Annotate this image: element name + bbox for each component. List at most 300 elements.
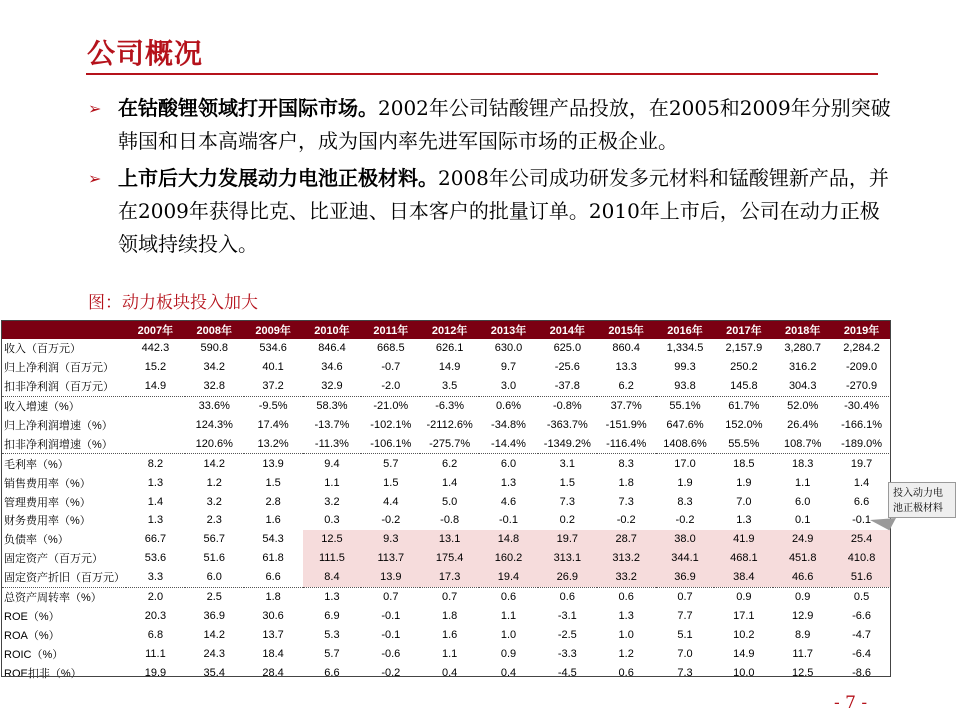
table-cell: 15.2 (144, 361, 167, 374)
table-cell: 13.9 (361, 568, 420, 587)
table-cell: 0.9 (500, 647, 517, 660)
table-cell: 344.1 (656, 549, 715, 568)
table-cell: -0.2 (675, 514, 695, 527)
table-row (2, 644, 891, 663)
table-cell: 0.6% (495, 400, 522, 413)
table-cell: -2.5 (557, 628, 577, 641)
table-cell: 14.2 (203, 628, 225, 641)
table-cell: 250.2 (730, 361, 758, 374)
table-cell: 1.4 (853, 476, 870, 489)
table-cell: 12.9 (791, 609, 814, 622)
table-cell: 37.7% (610, 400, 642, 413)
table-cell: 6.0 (500, 457, 517, 470)
table-cell: 12.5 (303, 530, 362, 549)
year-header-cell: 2012年 (420, 320, 479, 339)
table-cell: 1.1 (500, 609, 517, 622)
table-row (2, 434, 891, 453)
table-cell: 9.3 (361, 530, 420, 549)
table-cell: 6.2 (441, 457, 458, 470)
table-cell: 6.6 (324, 666, 340, 679)
table-cell: 1.5 (559, 476, 575, 489)
table-cell (126, 416, 185, 435)
arrow-bullet-icon: ➢ (88, 99, 102, 118)
table-row (2, 492, 891, 511)
table-cell: 2,284.2 (843, 342, 880, 355)
table-cell: 38.0 (656, 530, 715, 549)
table-cell: 410.8 (832, 549, 891, 568)
table-cell: 25.4 (832, 530, 891, 549)
table-cell: 17.0 (674, 457, 696, 470)
arrow-bullet-icon: ➢ (88, 169, 102, 188)
table-cell: 11.1 (145, 647, 166, 660)
table-cell: 11.7 (792, 647, 813, 660)
table-cell: 34.6 (321, 361, 343, 374)
table-cell: -34.8% (491, 419, 526, 431)
table-cell: 0.4 (500, 666, 517, 679)
table-cell: -37.8 (538, 377, 597, 396)
table-cell: -270.9 (832, 377, 891, 396)
table-cell: 590.8 (200, 342, 229, 355)
table-cell: -102.1% (370, 419, 412, 431)
table-cell: -151.9% (605, 419, 647, 431)
table-cell: 93.8 (656, 377, 715, 396)
table-cell: 0.6 (618, 666, 634, 679)
table-cell: 304.3 (773, 377, 832, 396)
table-cell: 26.9 (538, 568, 597, 587)
table-cell: 17.3 (420, 568, 479, 587)
table-cell: 19.4 (479, 568, 538, 587)
year-header-cell: 2018年 (773, 320, 832, 339)
table-cell: 6.2 (597, 377, 656, 396)
table-cell: 26.4% (787, 419, 819, 431)
row-label: 扣非净利润（百万元） (2, 377, 126, 396)
table-cell: -0.1 (381, 609, 401, 622)
table-cell: 2.3 (206, 514, 222, 527)
year-header-cell: 2008年 (185, 320, 244, 339)
table-cell: 152.0% (725, 419, 763, 431)
table-cell: 33.6% (198, 400, 230, 413)
table-cell: 55.1% (669, 400, 701, 413)
table-cell: -30.4% (844, 400, 879, 413)
table-cell: 3.5 (420, 377, 479, 396)
title-divider (86, 73, 878, 75)
table-row (2, 377, 891, 396)
table-cell: 58.3% (316, 400, 348, 413)
table-cell: 4.6 (500, 495, 517, 508)
table-cell: 7.3 (618, 495, 634, 508)
table-cell: 6.6 (244, 568, 303, 587)
table-cell: -6.6 (852, 609, 872, 622)
table-cell: -106.1% (361, 434, 420, 453)
table-cell: -8.6 (852, 666, 872, 679)
figure-caption: 图：动力板块投入加大 (88, 293, 258, 313)
row-label: 收入增速（%） (4, 401, 80, 414)
table-cell: -0.2 (381, 514, 401, 527)
row-label: 毛利率（%） (4, 458, 69, 471)
table-cell: 5.1 (677, 628, 693, 641)
table-cell: 5.7 (324, 647, 340, 660)
table-cell: 124.3% (195, 419, 233, 431)
table-cell: -2112.6% (426, 419, 473, 431)
table-cell: -11.3% (303, 434, 362, 453)
table-cell: 0.4 (441, 666, 458, 679)
bullet-text: 2008年公司成功研发多元材料和锰酸锂新产品，并在2009年获得比克、比亚迪、日本客户的批量订单。2010年上市后，公司在动力正极领域持续投入。 (118, 166, 889, 256)
row-label: ROE（%） (4, 610, 60, 623)
table-cell: 1.4 (441, 476, 458, 489)
table-cell: -0.1 (499, 514, 518, 527)
table-cell: 1.8 (265, 591, 281, 604)
table-cell: 14.9 (733, 647, 755, 660)
table-cell: 8.3 (618, 457, 634, 470)
table-cell: 38.4 (714, 568, 773, 587)
table-cell: 3.1 (559, 457, 575, 470)
table-row (2, 606, 891, 625)
table-cell: 6.0 (185, 568, 244, 587)
table-cell: 1.9 (736, 476, 752, 489)
table-cell: 99.3 (674, 361, 696, 374)
table-cell: 1.3 (147, 476, 164, 489)
table-cell: -4.7 (852, 628, 872, 641)
header-corner-cell (2, 320, 126, 339)
table-cell: 30.6 (262, 609, 284, 622)
table-cell: -9.5% (258, 400, 288, 413)
table-cell: 0.6 (559, 591, 575, 604)
table-cell (126, 396, 185, 415)
table-cell: 32.8 (185, 377, 244, 396)
table-cell: 0.5 (853, 591, 870, 604)
table-cell: 19.9 (144, 666, 167, 679)
table-cell: 451.8 (773, 549, 832, 568)
bullet-list (88, 92, 898, 265)
table-cell: 0.7 (383, 591, 399, 604)
table-cell: 175.4 (420, 549, 479, 568)
table-cell: 34.2 (203, 361, 225, 374)
table-cell: -4.5 (557, 666, 577, 679)
table-cell: 1.0 (618, 628, 634, 641)
page-title: 公司概况 (87, 37, 204, 70)
table-cell: 13.1 (420, 530, 479, 549)
table-cell: 2.5 (206, 591, 222, 604)
table-cell: 19.7 (538, 530, 597, 549)
table-cell: 13.2% (244, 434, 303, 453)
table-cell: 18.4 (262, 647, 284, 660)
table-cell: 3.2 (206, 495, 222, 508)
table-cell: -6.3% (435, 400, 465, 413)
table-cell: 1,334.5 (666, 342, 704, 355)
callout-note: 投入动力电池正极材料 (888, 482, 956, 518)
table-cell: 1.3 (324, 591, 340, 604)
row-label: 总资产周转率（%） (4, 592, 102, 605)
table-row (2, 568, 891, 587)
table-cell: 1408.6% (656, 434, 715, 453)
row-label: 固定资产折旧（百万元） (2, 568, 126, 587)
table-cell: 52.0% (787, 400, 819, 413)
table-cell: 35.4 (203, 666, 225, 679)
table-cell: 36.9 (656, 568, 715, 587)
table-cell: 0.1 (795, 514, 811, 527)
year-header-cell: 2009年 (244, 320, 303, 339)
table-cell: 7.0 (736, 495, 752, 508)
table-cell: -3.1 (557, 609, 577, 622)
table-cell: -166.1% (841, 419, 883, 431)
table-cell: -25.6 (554, 361, 580, 374)
table-cell: 111.5 (303, 549, 362, 568)
year-header-cell: 2011年 (361, 320, 420, 339)
row-label: ROIC（%） (4, 648, 64, 661)
table-cell: 14.9 (126, 377, 185, 396)
table-cell: 12.5 (791, 666, 814, 679)
table-cell: 18.3 (791, 457, 814, 470)
row-label: 收入（百万元） (4, 343, 81, 356)
table-cell: 46.6 (773, 568, 832, 587)
table-cell: 37.2 (244, 377, 303, 396)
table-cell: 53.6 (144, 552, 167, 565)
table-row (2, 625, 891, 644)
table-row (2, 587, 891, 606)
table-cell: 14.2 (203, 457, 225, 470)
table-cell: -2.0 (361, 377, 420, 396)
table-cell: 51.6 (832, 568, 891, 587)
table-row (2, 396, 891, 415)
table-cell: 2.8 (265, 495, 281, 508)
table-cell: 28.4 (262, 666, 284, 679)
table-cell: 17.1 (733, 609, 755, 622)
table-cell: 442.3 (141, 342, 170, 355)
table-cell: 9.7 (500, 361, 517, 374)
table-cell: 10.2 (733, 628, 755, 641)
table-cell: 1.2 (206, 476, 222, 489)
table-cell: 1.1 (441, 647, 458, 660)
table-cell: 19.7 (850, 457, 873, 470)
row-label: 管理费用率（%） (4, 496, 91, 509)
table-cell: 54.3 (262, 533, 284, 546)
table-cell: -209.0 (845, 361, 878, 374)
row-label: 销售费用率（%） (4, 477, 91, 490)
table-cell: 626.1 (435, 342, 464, 355)
table-cell: 1.6 (265, 514, 281, 527)
row-label: ROA（%） (4, 629, 60, 642)
table-cell: -0.1 (852, 514, 872, 527)
table-cell: 66.7 (144, 533, 167, 546)
table-row (2, 530, 891, 549)
table-cell: 8.9 (795, 628, 811, 641)
row-label: 财务费用率（%） (4, 515, 91, 528)
table-cell: 4.4 (383, 495, 399, 508)
table-cell: 113.7 (361, 549, 420, 568)
bullet-heading: 在钴酸锂领域打开国际市场。 (118, 96, 378, 120)
table-cell: 313.1 (538, 549, 597, 568)
table-row (2, 416, 891, 435)
table-cell: 160.2 (479, 549, 538, 568)
year-header-cell: 2014年 (538, 320, 597, 339)
table-cell: 1.8 (618, 476, 634, 489)
table-row (2, 511, 891, 530)
table-cell: 313.2 (597, 549, 656, 568)
table-cell: 8.2 (147, 457, 164, 470)
table-cell: 24.3 (203, 647, 225, 660)
table-cell: -14.4% (479, 434, 538, 453)
table-row (2, 663, 891, 682)
table-cell: 32.9 (303, 377, 362, 396)
year-header-cell: 2017年 (714, 320, 773, 339)
table-cell: 6.0 (795, 495, 811, 508)
table-cell: 8.4 (303, 568, 362, 587)
table-cell: 0.7 (677, 591, 693, 604)
table-cell: 534.6 (259, 342, 287, 355)
table-cell: -0.2 (616, 514, 636, 527)
row-label: 扣非净利润增速（%） (2, 434, 126, 453)
table-cell: 18.5 (733, 457, 755, 470)
row-label: 归上净利润（百万元） (4, 362, 114, 375)
table-cell: 0.6 (500, 591, 517, 604)
financial-table (2, 320, 891, 682)
table-cell: -363.7% (546, 419, 588, 431)
table-cell: 51.6 (203, 552, 225, 565)
table-cell: 1.3 (147, 514, 164, 527)
table-cell: 0.7 (441, 591, 458, 604)
bullet-item (88, 162, 898, 261)
table-cell: 1.6 (441, 628, 458, 641)
table-cell: 55.5% (714, 434, 773, 453)
page-number: - 7 - (834, 693, 868, 713)
table-cell: 1.5 (383, 476, 399, 489)
bullet-text: 2002年公司钴酸锂产品投放，在2005和2009年分别突破韩国和日本高端客户，成为国内率先进军国际市场的正极企业。 (118, 96, 891, 153)
table-cell: 3.3 (126, 568, 185, 587)
table-cell: 2,157.9 (725, 342, 763, 355)
table-cell: 1.3 (618, 609, 634, 622)
table-cell: 10.0 (733, 666, 755, 679)
table-cell: -189.0% (832, 434, 891, 453)
table-cell: 13.9 (262, 457, 284, 470)
table-cell: 3.2 (324, 495, 340, 508)
table-cell: 24.9 (773, 530, 832, 549)
table-cell: -3.3 (557, 647, 577, 660)
row-label: 固定资产（百万元） (4, 553, 103, 566)
table-cell: 5.7 (383, 457, 399, 470)
table-cell: 316.2 (788, 361, 817, 374)
table-cell: 1.8 (441, 609, 458, 622)
table-cell: 6.8 (147, 628, 164, 641)
table-cell: 36.9 (203, 609, 225, 622)
table-cell: 13.7 (262, 628, 284, 641)
table-cell: 33.2 (597, 568, 656, 587)
table-cell: 0.9 (736, 591, 752, 604)
table-cell: 6.9 (324, 609, 340, 622)
table-header-row (2, 320, 891, 339)
table-cell: 13.3 (615, 361, 637, 374)
table-cell: -0.8 (440, 514, 460, 527)
table-cell: 1.0 (500, 628, 517, 641)
table-cell: 1.5 (265, 476, 281, 489)
table-cell: -0.2 (381, 666, 401, 679)
table-cell: 7.7 (677, 609, 693, 622)
table-cell (126, 434, 185, 453)
table-cell: 6.6 (853, 495, 870, 508)
table-cell: -1349.2% (538, 434, 597, 453)
table-cell: 2.0 (147, 591, 164, 604)
table-cell: 0.3 (324, 514, 340, 527)
table-row (2, 454, 891, 473)
table-cell: -275.7% (420, 434, 479, 453)
table-cell: 3,280.7 (784, 342, 822, 355)
table-cell: 1.4 (147, 495, 164, 508)
table-cell: -0.6 (381, 647, 401, 660)
table-cell: 14.8 (479, 530, 538, 549)
table-cell: 846.4 (318, 342, 346, 355)
table-cell: 630.0 (494, 342, 523, 355)
table-cell: 20.3 (144, 609, 167, 622)
bullet-heading: 上市后大力发展动力电池正极材料。 (118, 166, 438, 190)
year-header-cell: 2015年 (597, 320, 656, 339)
table-cell: 145.8 (714, 377, 773, 396)
table-cell: 668.5 (377, 342, 405, 355)
bullet-item (88, 92, 898, 158)
table-cell: -116.4% (597, 434, 656, 453)
table-cell: -0.7 (381, 361, 401, 374)
year-header-cell: 2016年 (656, 320, 715, 339)
table-cell: 0.9 (795, 591, 811, 604)
table-cell: -21.0% (373, 400, 409, 413)
table-cell: 61.7% (728, 400, 760, 413)
table-cell: 108.7% (773, 434, 832, 453)
year-header-cell: 2007年 (126, 320, 185, 339)
table-cell: 860.4 (612, 342, 640, 355)
row-label: ROE扣非（%） (4, 667, 82, 680)
table-row (2, 358, 891, 377)
table-cell: 40.1 (262, 361, 284, 374)
table-cell: 5.0 (441, 495, 458, 508)
table-cell: 1.9 (677, 476, 693, 489)
table-row (2, 473, 891, 492)
table-cell: 3.0 (479, 377, 538, 396)
year-header-cell: 2019年 (832, 320, 891, 339)
table-cell: 14.9 (438, 361, 461, 374)
table-cell: 0.2 (559, 514, 575, 527)
table-cell: 1.3 (736, 514, 752, 527)
table-cell: 1.1 (324, 476, 340, 489)
table-cell: 41.9 (714, 530, 773, 549)
table-cell: -6.4 (852, 647, 872, 660)
table-cell: 7.3 (559, 495, 575, 508)
table-cell: 647.6% (666, 419, 704, 431)
table-cell: 7.0 (677, 647, 693, 660)
table-cell: 1.2 (618, 647, 634, 660)
table-cell: 1.1 (795, 476, 811, 489)
table-cell: 7.3 (677, 666, 693, 679)
year-header-cell: 2013年 (479, 320, 538, 339)
table-cell: -13.7% (314, 419, 350, 431)
table-cell: -0.8% (552, 400, 582, 413)
table-row (2, 339, 891, 358)
table-cell: 56.7 (203, 533, 225, 546)
table-cell: 5.3 (324, 628, 340, 641)
table-cell: 61.8 (262, 552, 284, 565)
table-cell: 17.4% (257, 419, 289, 431)
table-cell: 0.6 (618, 591, 634, 604)
table-cell: 28.7 (597, 530, 656, 549)
table-cell: 8.3 (677, 495, 693, 508)
table-row (2, 549, 891, 568)
table-cell: -0.1 (381, 628, 401, 641)
table-cell: 1.3 (500, 476, 517, 489)
table-cell: 468.1 (714, 549, 773, 568)
row-label: 负债率（%） (4, 534, 69, 547)
table-cell: 625.0 (553, 342, 582, 355)
year-header-cell: 2010年 (303, 320, 362, 339)
table-cell: 120.6% (185, 434, 244, 453)
row-label: 归上净利润增速（%） (4, 420, 113, 432)
table-cell: 9.4 (324, 457, 340, 470)
